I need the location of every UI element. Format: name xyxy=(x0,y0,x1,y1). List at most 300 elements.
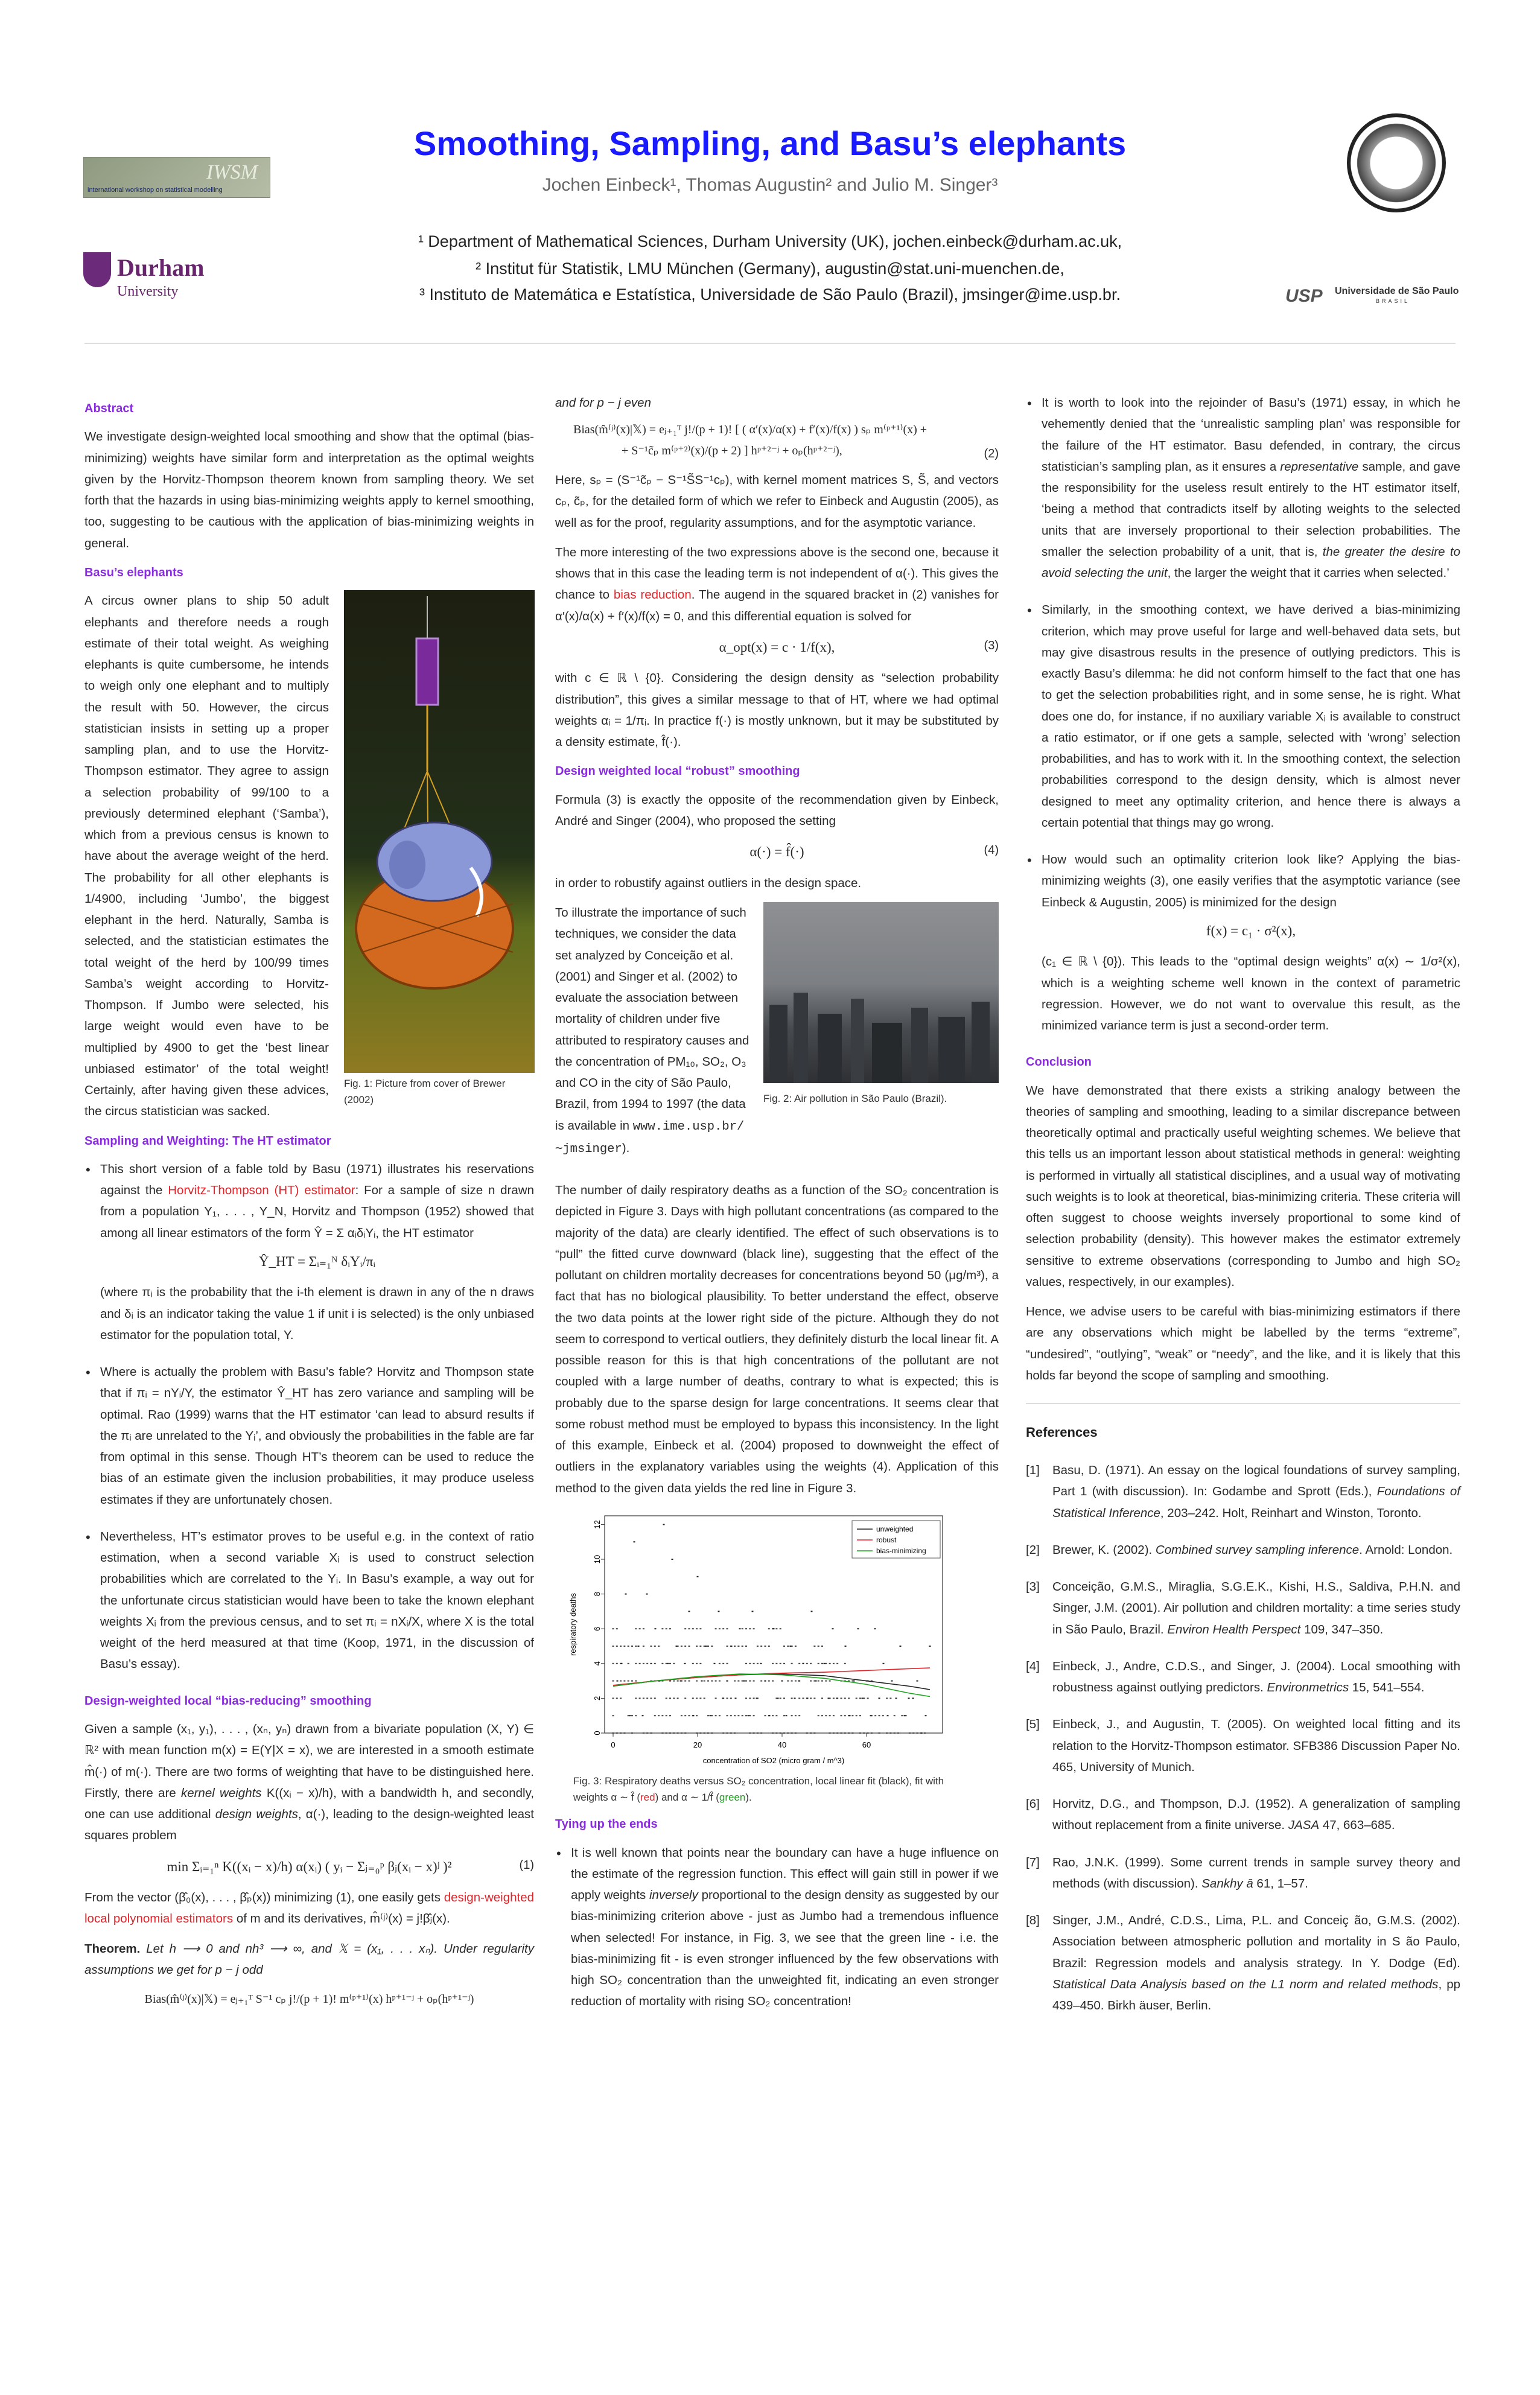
optimal-design-equation: f(x) = c₁ · σ²(x), xyxy=(1206,923,1296,938)
data-point xyxy=(699,1697,701,1699)
data-point xyxy=(753,1715,755,1716)
data-point xyxy=(787,1646,789,1647)
legend-label: unweighted xyxy=(876,1524,914,1533)
data-point xyxy=(734,1680,736,1681)
data-point xyxy=(828,1697,830,1699)
usp-logo-country: BRASIL xyxy=(1376,298,1410,304)
y-tick-label: 6 xyxy=(593,1626,602,1631)
data-point xyxy=(734,1732,736,1734)
data-point xyxy=(745,1646,747,1647)
data-point xyxy=(620,1680,622,1681)
data-point xyxy=(742,1628,743,1629)
data-point xyxy=(629,1715,631,1716)
data-point xyxy=(765,1715,766,1716)
data-point xyxy=(704,1680,705,1681)
least-squares-equation xyxy=(84,1855,534,1879)
data-point xyxy=(666,1732,667,1734)
data-point xyxy=(853,1680,855,1681)
figure-3-scatterplot xyxy=(562,1507,949,1770)
data-point xyxy=(859,1715,861,1716)
data-point xyxy=(638,1646,640,1647)
data-point xyxy=(673,1697,675,1699)
data-point xyxy=(699,1663,701,1664)
reference-number: [7] xyxy=(1026,1855,1040,1869)
data-point xyxy=(696,1732,698,1734)
data-point xyxy=(673,1732,675,1734)
affiliation-lmu: ² Institut für Statistik, LMU München (Germany), augustin@stat.uni-muenchen.de, xyxy=(476,259,1064,278)
data-point xyxy=(765,1680,766,1681)
data-point xyxy=(863,1697,865,1699)
reference-title: Statistical Data Analysis based on the L1 norm and related methods xyxy=(1052,1977,1439,1991)
data-point xyxy=(849,1715,851,1716)
data-point xyxy=(867,1697,869,1699)
data-point xyxy=(798,1663,800,1664)
data-point xyxy=(772,1732,774,1734)
data-point xyxy=(692,1697,694,1699)
data-point xyxy=(705,1646,707,1647)
ht-bullet-2: • Where is actually the problem with Basu’s fable? Horvitz and Thompson state that if πᵢ = nYᵢ/Y, the estimator Ŷ_HT has zero variance and sampling will be optimal. Rao (1999) warns that the HT estimator ‘can lead to absurd results if the πᵢ are unrelated to the Yᵢ’, and obviously the probabilities in the fable are far from optimal in this sense. Though HT’s theorem can be used to reduce the bias of an estimate given the inclusion probabilities, it may produce useless estimates if they are unfortunately chosen. xyxy=(84,1361,534,1510)
data-point xyxy=(666,1715,667,1716)
data-point xyxy=(730,1732,732,1734)
data-point xyxy=(912,1732,914,1734)
data-point xyxy=(813,1646,815,1647)
sao-paulo-text-a: To illustrate the importance of such techniques, we consider the data set analyzed by Conceição et al. (2001) and Singer et al. (2002) to evaluate the association between mortality of children under five attributed to respiratory causes and the concentration of PM₁₀, SO₂, O₃ and CO in the city of São Paulo, Brazil, from 1994 to 1997 (the data is available in xyxy=(555,906,749,1133)
data-point xyxy=(798,1680,800,1681)
data-point xyxy=(612,1628,614,1629)
references-divider xyxy=(1026,1403,1460,1404)
basu-elephants-heading: Basu’s elephants xyxy=(84,565,183,579)
data-point xyxy=(844,1663,846,1664)
conclusion-heading: Conclusion xyxy=(1026,1055,1092,1069)
data-point xyxy=(783,1663,785,1664)
data-point xyxy=(616,1628,618,1629)
data-point xyxy=(806,1732,808,1734)
data-point xyxy=(642,1715,644,1716)
data-point xyxy=(844,1715,846,1716)
data-point xyxy=(669,1680,671,1681)
data-point xyxy=(856,1715,858,1716)
alpha-opt-formula: α_opt(x) = c · 1/f(x), xyxy=(719,639,835,655)
y-tick-label: 2 xyxy=(593,1696,602,1700)
data-point xyxy=(715,1680,717,1681)
data-point xyxy=(643,1628,644,1629)
data-point xyxy=(858,1628,859,1629)
reference-item xyxy=(1026,1460,1460,1524)
reference-text: Basu, D. (1971). An essay on the logical foundations of survey sampling, Part 1 (with discussion). In: Godambe and Sprott (Eds.), xyxy=(1052,1463,1460,1499)
dataset-url: www.ime.usp.br/∼jmsinger xyxy=(555,1119,745,1156)
data-point xyxy=(639,1697,641,1699)
data-point xyxy=(677,1732,679,1734)
data-point xyxy=(704,1732,705,1734)
data-point xyxy=(879,1732,880,1734)
abstract-text: We investigate design-weighted local smoothing and show that the optimal (bias-minimizing) weights have similar form and interpretation as the optimal weights given by the Horvitz-Thompson theorem known from sampling theory. We set forth that the hazards in using bias-minimizing weights apply to kernel smoothing, too, suggesting to be cautious with the application of bias-minimizing weights in general. xyxy=(84,430,534,550)
optimality-bullet xyxy=(1026,849,1460,1036)
data-point xyxy=(794,1697,796,1699)
data-point xyxy=(772,1715,774,1716)
data-point xyxy=(752,1611,754,1612)
data-point xyxy=(775,1715,777,1716)
data-point xyxy=(739,1628,741,1629)
data-point xyxy=(917,1680,918,1681)
alpha-robust-formula: α(·) = f̂(·) xyxy=(749,844,804,860)
data-point xyxy=(791,1697,793,1699)
conclusion-paragraph-2: Hence, we advise users to be careful with bias-minimizing estimators if there are any observations which might be labelled by the terms “extreme”, “undesired”, “outlying”, “weak” or “needy”, and the like, and it is likely that this holds far beyond the scope of sampling and smoothing. xyxy=(1026,1305,1460,1382)
bias-even-line-1: Bias(m̂⁽ʲ⁾(x)|𝕏) = eⱼ₊₁ᵀ j!/(p + 1)! [ ( α′(x)/α(x) + f′(x)/f(x) ) sₚ m⁽ᵖ⁺¹⁾(x) + xyxy=(573,423,928,437)
data-point xyxy=(635,1697,637,1699)
data-point xyxy=(745,1663,747,1664)
data-point xyxy=(722,1663,724,1664)
data-point xyxy=(707,1680,709,1681)
data-point xyxy=(780,1697,781,1699)
dw-design-weights: design weights xyxy=(215,1807,298,1822)
fig3-caption-red: red xyxy=(640,1791,655,1803)
elephant-cover-image xyxy=(344,590,535,1073)
references-heading: References xyxy=(1026,1425,1098,1440)
data-point xyxy=(696,1715,698,1716)
data-point xyxy=(661,1732,663,1734)
design-weighted-heading: Design-weighted local “bias-reducing” smoothing xyxy=(84,1694,372,1708)
data-point xyxy=(684,1628,686,1629)
data-point xyxy=(757,1646,759,1647)
reference-tail: . Arnold: London. xyxy=(1359,1542,1453,1557)
reference-text: Einbeck, J., Andre, C.D.S., and Singer, J. (2004). Local smoothing with robustness against outlying predictors. xyxy=(1052,1659,1460,1695)
data-point xyxy=(643,1646,644,1647)
data-point xyxy=(791,1715,793,1716)
data-point xyxy=(813,1697,815,1699)
rejoinder-bullet xyxy=(1026,392,1460,584)
data-point xyxy=(768,1680,770,1681)
robustify-text: in order to robustify against outliers in the design space. xyxy=(555,876,862,890)
data-point xyxy=(616,1646,618,1647)
data-point xyxy=(696,1628,698,1629)
data-point xyxy=(672,1559,673,1560)
reference-number: [3] xyxy=(1026,1580,1040,1594)
data-point xyxy=(745,1715,747,1716)
data-point xyxy=(818,1663,819,1664)
data-point xyxy=(735,1697,737,1699)
data-point xyxy=(879,1697,880,1699)
data-point xyxy=(787,1680,789,1681)
data-point xyxy=(643,1732,644,1734)
data-point xyxy=(704,1697,705,1699)
reference-title: Environmetrics xyxy=(1267,1681,1349,1695)
data-point xyxy=(859,1732,861,1734)
bias-odd-equation: Bias(m̂⁽ʲ⁾(x)|𝕏) = eⱼ₊₁ᵀ S⁻¹ cₚ j!/(p + 1)! m⁽ᵖ⁺¹⁾(x) hᵖ⁺¹⁻ʲ + oₚ(hᵖ⁺¹⁻ʲ) xyxy=(144,1993,474,2006)
affiliation-usp: ³ Instituto de Matemática e Estatística, Universidade de São Paulo (Brazil), jmsinger@ime.usp.br. xyxy=(419,285,1121,304)
reference-tail: 15, 541–554. xyxy=(1349,1681,1425,1695)
data-point xyxy=(818,1646,819,1647)
data-point xyxy=(631,1732,633,1734)
data-point xyxy=(616,1663,618,1664)
data-point xyxy=(719,1715,721,1716)
reference-number: [6] xyxy=(1026,1797,1040,1811)
reference-tail: 61, 1–57. xyxy=(1253,1876,1308,1891)
data-point xyxy=(821,1663,823,1664)
figure-1-caption: Fig. 1: Picture from cover of Brewer (2002) xyxy=(344,1078,506,1106)
data-point xyxy=(661,1715,663,1716)
data-point xyxy=(718,1611,720,1612)
x-axis-label: concentration of SO2 (micro gram / m^3) xyxy=(702,1755,845,1765)
dw-text-d: From the vector (β̂₀(x), . . . , β̂ₚ(x)) minimizing (1), one easily gets xyxy=(84,1891,441,1905)
durham-university-logo xyxy=(83,249,216,315)
elephant-illustration xyxy=(344,590,535,1073)
data-point xyxy=(696,1697,698,1699)
dw-text-c: , α(·), leading to the design-weighted least squares problem xyxy=(84,1807,534,1843)
data-point xyxy=(821,1697,823,1699)
data-point xyxy=(696,1646,698,1647)
data-point xyxy=(775,1628,777,1629)
data-point xyxy=(646,1732,648,1734)
data-point xyxy=(684,1646,686,1647)
x-tick-label: 0 xyxy=(611,1740,616,1749)
reference-item xyxy=(1026,1793,1460,1836)
data-point xyxy=(693,1715,695,1716)
data-point xyxy=(760,1663,762,1664)
data-point xyxy=(612,1646,614,1647)
data-point xyxy=(825,1663,827,1664)
legend-label: bias-minimizing xyxy=(876,1546,926,1555)
respiratory-deaths-text: The number of daily respiratory deaths as a function of the SO₂ concentration is depicted in Figure 3. Days with high pollutant concentrations (as compared to the majority of the data) are clearly identified. The effect of such observations is to “pull” the fitted curve downward (black line), suggesting that the effect of the pollutant on children mortality decreases for concentrations beyond 50 (μg/m³), a fact that has no biological plausibility. To better understand the effect, observe the two data points at the lower right side of the picture. Although they do not seem to correspond to vertical outliers, they definitely disturb the local linear fit. A possible reason for this is that high concentrations of the pollutant are not coupled with a large number of deaths, contrary to what is expected; this is probably due to the sparse design for large concentrations. It seems clear that some robust method must be employed to bypass this inconsistency. In the light of this example, Einbeck et al. (2004) proposed to downweight the effect of outliers in the explanatory variables using the weights (4). Application of this method to the given data yields the red line in Figure 3. xyxy=(555,1183,999,1495)
data-point xyxy=(727,1697,728,1699)
data-point xyxy=(798,1715,800,1716)
data-point xyxy=(669,1715,671,1716)
data-point xyxy=(904,1715,906,1716)
data-point xyxy=(829,1663,831,1664)
data-point xyxy=(780,1628,781,1629)
data-point xyxy=(874,1628,876,1629)
data-point xyxy=(889,1697,891,1699)
bias-reduction-text-a: The more interesting of the two expressions above is the second one, because it shows that in this case the leading term is not independent of α(·). This gives the chance to xyxy=(555,545,999,602)
rejoinder-text-a: It is worth to look into the rejoinder of Basu’s (1971) essay, in which he vehemently denied that the ‘unrealistic sampling plan’ was responsible for the failure of the HT estimator. Basu defended, in contrary, the circus statistician’s sampling plan, as it ensures a xyxy=(1042,396,1460,474)
data-point xyxy=(628,1646,629,1647)
author-list: Jochen Einbeck¹, Thomas Augustin² and Julio M. Singer³ xyxy=(542,175,998,195)
data-point xyxy=(859,1697,861,1699)
data-point xyxy=(917,1732,918,1734)
data-point xyxy=(780,1732,781,1734)
data-point xyxy=(753,1732,755,1734)
data-point xyxy=(730,1697,732,1699)
y-tick-label: 12 xyxy=(593,1519,602,1529)
rejoinder-representative: representative xyxy=(1280,459,1359,474)
data-point xyxy=(722,1697,724,1699)
data-point xyxy=(883,1663,885,1664)
poster-title: Smoothing, Sampling, and Basu’s elephants xyxy=(413,124,1127,162)
x-tick-label: 20 xyxy=(693,1740,702,1749)
data-point xyxy=(871,1732,873,1734)
data-point xyxy=(887,1715,889,1716)
data-point xyxy=(625,1593,627,1594)
data-point xyxy=(707,1715,709,1716)
data-point xyxy=(727,1628,728,1629)
y-tick-label: 4 xyxy=(593,1661,602,1666)
data-point xyxy=(719,1628,721,1629)
reference-text: Einbeck, J., and Augustin, T. (2005). On weighted local fitting and its relation to the Horvitz-Thompson estimator. SFB386 Discussion Paper No. 465, University of Munich. xyxy=(1052,1717,1460,1774)
data-point xyxy=(756,1697,758,1699)
data-point xyxy=(681,1715,682,1716)
data-point xyxy=(612,1732,614,1734)
data-point xyxy=(730,1715,732,1716)
data-point xyxy=(692,1628,694,1629)
data-point xyxy=(768,1646,770,1647)
data-point xyxy=(795,1715,797,1716)
data-point xyxy=(748,1715,749,1716)
data-point xyxy=(810,1697,812,1699)
reference-number: [2] xyxy=(1026,1542,1040,1557)
data-point xyxy=(643,1663,644,1664)
data-point xyxy=(845,1646,847,1647)
durham-logo-name: Durham xyxy=(117,254,205,281)
data-point xyxy=(757,1732,759,1734)
rejoinder-desire: the greater the desire to avoid selecting the unit xyxy=(1042,544,1460,580)
data-point xyxy=(821,1680,823,1681)
tying-inversely: inversely xyxy=(649,1888,698,1903)
data-point xyxy=(773,1628,775,1629)
data-point xyxy=(734,1646,736,1647)
data-point xyxy=(870,1715,872,1716)
data-point xyxy=(701,1680,703,1681)
data-point xyxy=(612,1663,614,1664)
data-point xyxy=(707,1732,709,1734)
data-point xyxy=(635,1663,637,1664)
data-point xyxy=(628,1680,629,1681)
data-point xyxy=(749,1680,751,1681)
data-point xyxy=(844,1732,846,1734)
sao-paulo-text-b: ). xyxy=(622,1140,630,1155)
rejoinder-text-c: , the larger the weight that it carries when selected.’ xyxy=(1167,566,1449,580)
data-point xyxy=(631,1646,633,1647)
reference-list xyxy=(1026,1460,1460,2016)
data-point xyxy=(769,1715,771,1716)
data-point xyxy=(900,1646,902,1647)
bias-reduction-text-b: . The augend in the squared bracket in (2) vanishes for α′(x)/α(x) + f′(x)/f(x) = 0, and this differential equation is solved for xyxy=(555,588,999,623)
data-point xyxy=(681,1646,682,1647)
tying-up-heading: Tying up the ends xyxy=(555,1818,658,1831)
data-point xyxy=(684,1715,686,1716)
data-point xyxy=(781,1680,783,1681)
data-point xyxy=(749,1697,751,1699)
city-skyline-image xyxy=(763,902,999,1083)
data-point xyxy=(623,1680,625,1681)
affiliation-durham: ¹ Department of Mathematical Sciences, Durham University (UK), jochen.einbeck@durham.ac.uk, xyxy=(418,232,1122,250)
data-point xyxy=(810,1680,812,1681)
local-polynomial-highlight: design-weighted local polynomial estimators xyxy=(84,1891,534,1926)
data-point xyxy=(639,1628,641,1629)
data-point xyxy=(795,1732,797,1734)
equation-number-3: (3) xyxy=(984,638,999,652)
data-point xyxy=(829,1680,831,1681)
data-point xyxy=(651,1697,652,1699)
reference-title: Foundations of Statistical Inference xyxy=(1052,1484,1461,1520)
data-point xyxy=(646,1697,648,1699)
robust-smoothing-heading: Design weighted local “robust” smoothing xyxy=(555,765,800,778)
data-point xyxy=(715,1715,717,1716)
data-point xyxy=(623,1646,625,1647)
data-point xyxy=(745,1697,747,1699)
alpha-robust-equation xyxy=(555,840,999,864)
data-point xyxy=(783,1715,785,1716)
equation-number-2: (2) xyxy=(984,447,999,461)
data-point xyxy=(643,1697,644,1699)
data-point xyxy=(737,1646,739,1647)
data-point xyxy=(715,1628,717,1629)
optimality-text-b: (c₁ ∈ ℝ \ {0}). This leads to the “optimal design weights” α(x) ∼ 1/σ²(x), which is a weighting scheme well known in the context of parametric regression. However, we do not want to overvalue this result, as the minimized variance term is just a second-order term. xyxy=(1042,955,1460,1033)
figure-3-caption xyxy=(573,1773,959,1805)
durham-logo-sub: University xyxy=(117,284,179,299)
data-point xyxy=(711,1646,713,1647)
column-left xyxy=(84,392,534,2018)
reference-item xyxy=(1026,1714,1460,1778)
data-point xyxy=(635,1680,637,1681)
data-point xyxy=(829,1732,831,1734)
reference-number: [8] xyxy=(1026,1913,1040,1928)
reference-tail: , pp 439–450. Birkh äuser, Berlin. xyxy=(1052,1977,1461,2013)
fig3-caption-a: Fig. 3: Respiratory deaths versus SO₂ concentration, local linear fit (black), fit with weights α ∼ f̂ ( xyxy=(573,1775,944,1803)
data-point xyxy=(651,1663,652,1664)
reference-tail: 109, 347–350. xyxy=(1300,1622,1384,1636)
data-point xyxy=(699,1628,701,1629)
reference-number: [5] xyxy=(1026,1717,1040,1732)
x-tick-label: 60 xyxy=(862,1740,871,1749)
data-point xyxy=(711,1680,713,1681)
data-point xyxy=(737,1680,739,1681)
data-point xyxy=(617,1680,619,1681)
data-point xyxy=(886,1697,888,1699)
data-point xyxy=(620,1697,622,1699)
data-point xyxy=(760,1732,762,1734)
data-point xyxy=(711,1732,713,1734)
usp-logo-mark: USP xyxy=(1285,286,1323,306)
data-point xyxy=(818,1680,819,1681)
data-point xyxy=(833,1732,835,1734)
data-point xyxy=(711,1715,713,1716)
data-point xyxy=(851,1715,853,1716)
data-point xyxy=(651,1732,652,1734)
workshop-logo-mark: IWSM xyxy=(206,161,258,183)
ht-bullet-1 xyxy=(84,1159,534,1346)
data-point xyxy=(742,1715,743,1716)
ht-bullet-3: • Nevertheless, HT’s estimator proves to be useful e.g. in the context of ratio estimation, when a second variable Xᵢ is used to construct selection probabilities which are correlated to the Yᵢ. In Basu’s example, a way out for the unfortunate circus statistician would have been to take the known elephant weights Xᵢ from the previous census, and to set πᵢ = nXᵢ/X, where X is the total weight of the herd measured at that time (Koop, 1971, in the discussion of Basu’s essay). xyxy=(84,1526,534,1675)
ht-estimator-heading: Sampling and Weighting: The HT estimator xyxy=(84,1134,331,1148)
dw-text-a: Given a sample (x₁, y₁), . . . , (xₙ, yₙ) drawn from a bivariate population (X, Y) ∈ ℝ² with mean function m(x) = E(Y|X = x), we are interested in a smooth estimate m̂(·) of m(·). There are two forms of weighting that have to be distinguished here. Firstly, there are xyxy=(84,1722,534,1800)
data-point xyxy=(745,1628,747,1629)
data-point xyxy=(654,1663,656,1664)
dw-kernel-weights: kernel weights xyxy=(180,1786,262,1800)
data-point xyxy=(848,1697,850,1699)
local-polynomial-text xyxy=(84,1887,534,1930)
data-point xyxy=(882,1715,884,1716)
reference-item xyxy=(1026,1539,1460,1560)
usp-logo-name: Universidade de São Paulo xyxy=(1335,286,1459,296)
reference-title: Sankhy ā xyxy=(1201,1876,1253,1891)
data-point xyxy=(722,1628,724,1629)
rejoinder-text-b: sample, and gave the responsibility for the useless result entirely to the HT estimator itself, ‘being a method that contradicts itself by alloting weights to the selected units that are inversely proportional to their selection probabilities. The smaller the selection probability of a unit, that is, xyxy=(1042,459,1460,559)
reference-text: Rao, J.N.K. (1999). Some current trends in sample survey theory and methods (with discussion). xyxy=(1052,1855,1460,1891)
data-point xyxy=(696,1680,698,1681)
data-point xyxy=(658,1646,660,1647)
ht-estimator-equation: Ŷ_HT = Σᵢ₌₁ᴺ δᵢYᵢ/πᵢ xyxy=(258,1253,376,1269)
data-point xyxy=(825,1680,827,1681)
data-point xyxy=(912,1697,914,1699)
data-point xyxy=(896,1697,897,1699)
data-point xyxy=(646,1593,648,1594)
data-point xyxy=(810,1663,812,1664)
data-point xyxy=(818,1715,819,1716)
data-point xyxy=(807,1697,809,1699)
data-point xyxy=(689,1646,690,1647)
data-point xyxy=(669,1663,671,1664)
fig3-caption-c: ). xyxy=(745,1791,752,1803)
data-point xyxy=(811,1611,813,1612)
